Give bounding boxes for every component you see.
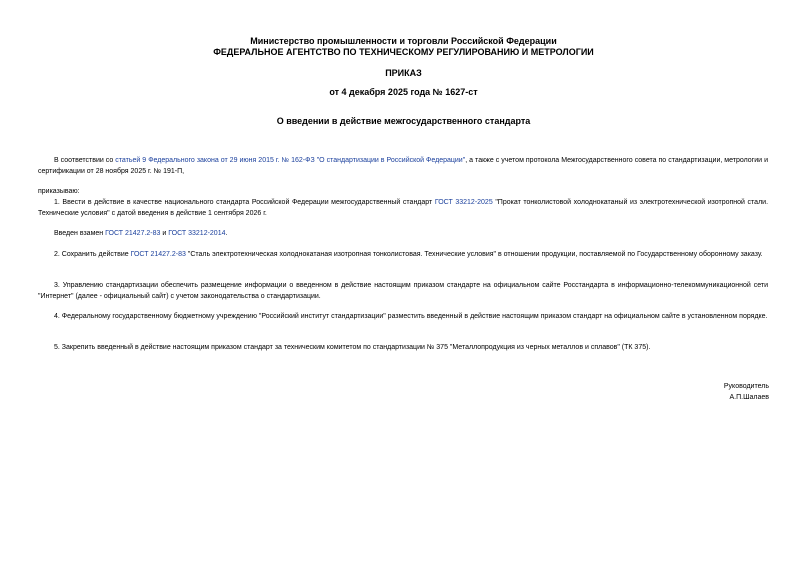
signature-title: Руководитель [723,383,769,390]
ministry-title: Министерство промышленности и торговли Российской Федерации [250,36,557,46]
doc-type: ПРИКАЗ [385,68,422,78]
item-2-text-2: "Сталь электротехническая холоднокатаная изотропная тонколистовая. Технические условия" в отношении продукции, поставляемой по Государственному оборонному заказу. [185,251,763,258]
signature-name: А.П.Шалаев [729,394,769,401]
order-word: приказываю: [38,188,80,195]
item-4-paragraph: 4. Федеральному государственному бюджетному учреждению "Российский институт стандартизации" разместить введенный в действие настоящим приказом стандарт на официальном сайте в установленном порядке. [54,313,768,320]
federal-law-link[interactable]: статьей 9 Федерального закона от 29 июня 2015 г. № 162-ФЗ "О стандартизации в Российской Федерации" [115,157,466,164]
item-3-paragraph: 3. Управлению стандартизации обеспечить размещение информации о введенном в действие настоящим приказом стандарте на официальном сайте Росстандарта в информационно-телекоммуникационной сети "Интернет" (далее - официальный сайт) с учетом законодательства о стандартизации. [38,282,768,300]
gost-33212-2025-link[interactable]: ГОСТ 33212-2025 [434,199,493,206]
order-subject: О введении в действие межгосударственного стандарта [276,116,531,126]
item-2-paragraph [38,249,768,260]
agency-title: ФЕДЕРАЛЬНОЕ АГЕНТСТВО ПО ТЕХНИЧЕСКОМУ РЕГУЛИРОВАНИЮ И МЕТРОЛОГИИ [213,47,594,57]
replaced-text-2: и [160,230,169,237]
date-number: от 4 декабря 2025 года № 1627-ст [329,87,478,97]
gost-21427-2-83-link[interactable]: ГОСТ 21427.2-83 [105,230,161,237]
preamble-text-1: В соответствии со [54,157,116,164]
item-1-paragraph [38,197,768,219]
item-1-text-1: 1. Ввести в действие в качестве национального стандарта Российской Федерации межгосударственный стандарт [54,199,435,206]
item-5-paragraph: 5. Закрепить введенный в действие настоящим приказом стандарт за техническим комитетом по стандартизации № 375 "Металлопродукция из черных металлов и сплавов" (ТК 375). [54,344,651,351]
gost-21427-2-83-link-2[interactable]: ГОСТ 21427.2-83 [130,251,186,258]
gost-33212-2014-link[interactable]: ГОСТ 33212-2014 [168,230,226,237]
replaced-paragraph [38,228,768,239]
replaced-text-1: Введен взамен [54,230,106,237]
preamble-text-2: , а также с учетом протокола Межгосударственного совета по стандартизации, метрологии и сертификации от 28 ноября 2025 г. № 191-П, [38,157,768,175]
replaced-text-3: . [225,230,228,237]
item-1-text-2: "Прокат тонколистовой холоднокатаный из электротехнической изотропной стали. Технические условия" с датой введения в действие 1 сентября 2026 г. [38,199,769,217]
item-2-text-1: 2. Сохранить действие [54,251,131,258]
preamble-paragraph [38,155,768,177]
